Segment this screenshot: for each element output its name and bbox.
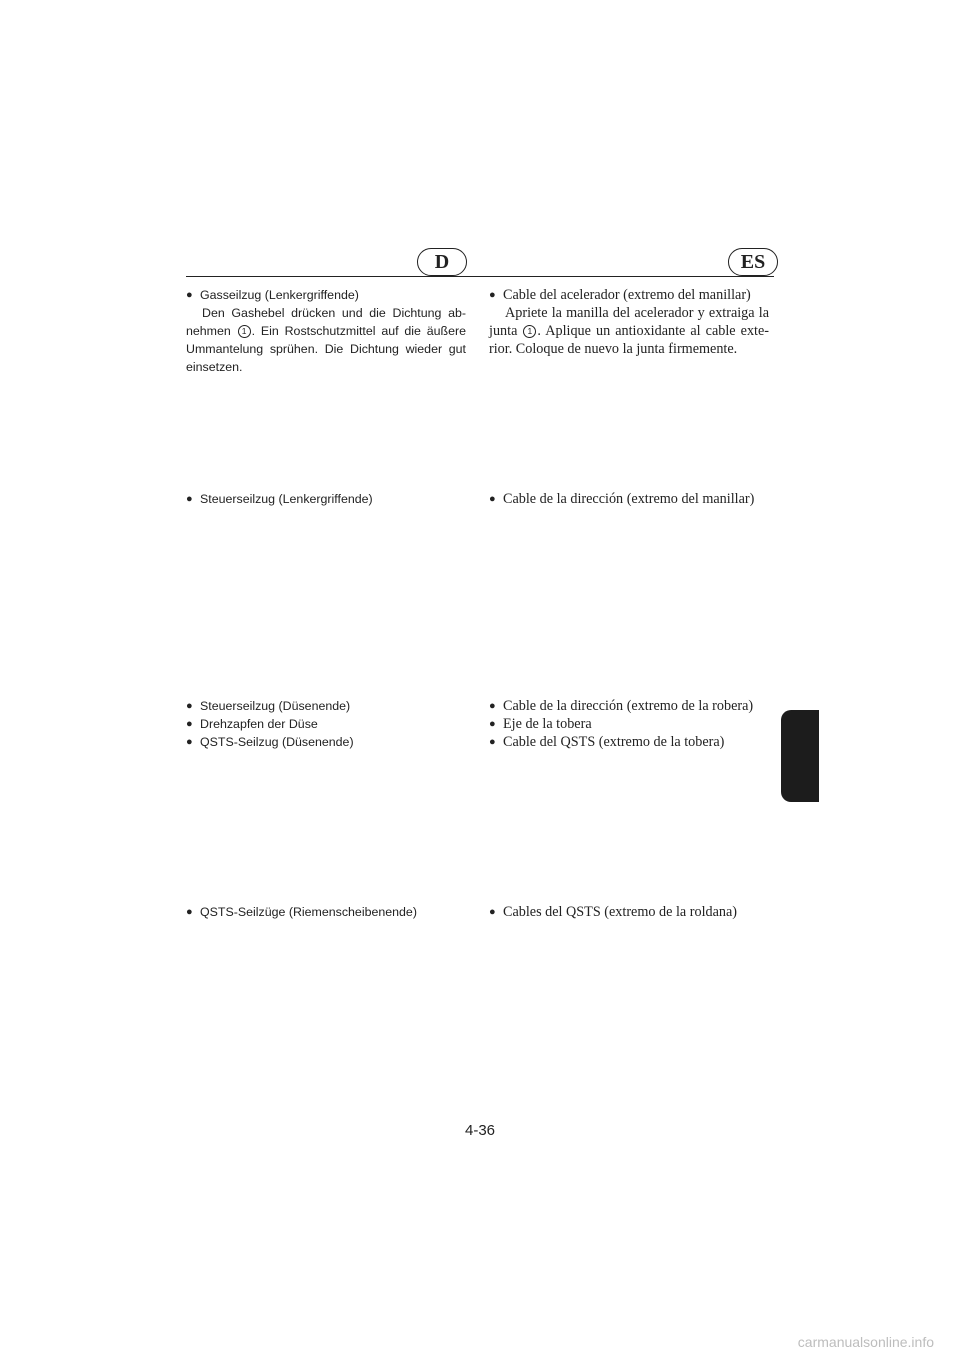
list-item	[489, 903, 769, 921]
section-4-de	[186, 903, 466, 921]
item-title: Gasseilzug (Lenkergriffende)	[200, 288, 359, 302]
list-item	[186, 733, 466, 751]
bullet-icon: ●	[489, 736, 496, 748]
item-title: Cable de la dirección (extremo del manillar)	[503, 491, 755, 507]
bullet-icon: ●	[186, 718, 193, 730]
list-item	[186, 490, 466, 508]
bullet-icon: ●	[186, 289, 193, 301]
bullet-icon: ●	[186, 736, 193, 748]
item-title: Cable del QSTS (extremo de la tobera)	[503, 734, 725, 750]
instruction-paragraph: Apriete la manilla del acelerador y extraiga la junta 1 . Aplique un antioxidante al cable exte-rior. Coloque de nuevo la junta firmemente.	[489, 305, 769, 357]
instruction-paragraph: Den Gashebel drücken und die Dichtung ab-nehmen 1 . Ein Rostschutzmittel auf die äußere Ummantelung sprühen. Die Dichtung wieder gut einsetzen.	[186, 306, 466, 374]
bullet-icon: ●	[489, 718, 496, 730]
language-badge-es: ES	[728, 248, 778, 276]
bullet-icon: ●	[186, 906, 193, 918]
callout-number-icon: 1	[523, 325, 536, 338]
item-title: Cable de la dirección (extremo de la robera)	[503, 698, 754, 714]
list-item	[186, 715, 466, 733]
bullet-icon: ●	[186, 700, 193, 712]
item-title: QSTS-Seilzug (Düsenende)	[200, 735, 354, 749]
callout-number-icon: 1	[238, 325, 251, 338]
list-item	[489, 697, 769, 715]
section-3-es	[489, 697, 769, 751]
item-title: Cables del QSTS (extremo de la roldana)	[503, 904, 738, 920]
section-1-es	[489, 286, 769, 358]
item-title: Steuerseilzug (Lenkergriffende)	[200, 492, 373, 506]
list-item	[186, 697, 466, 715]
bullet-icon: ●	[489, 700, 496, 712]
section-2-de	[186, 490, 466, 508]
language-badge-de: D	[417, 248, 467, 276]
item-title: Steuerseilzug (Düsenende)	[200, 699, 351, 713]
section-1-de	[186, 286, 466, 376]
bullet-icon: ●	[489, 289, 496, 301]
section-2-es	[489, 490, 769, 508]
header-rule	[186, 276, 774, 277]
bullet-icon: ●	[489, 906, 496, 918]
list-item	[186, 286, 466, 304]
item-title: Cable del acelerador (extremo del manillar)	[503, 287, 751, 303]
list-item	[186, 903, 466, 921]
chapter-tab	[781, 710, 819, 802]
watermark: carmanualsonline.info	[797, 1334, 934, 1350]
section-4-es	[489, 903, 769, 921]
list-item	[489, 715, 769, 733]
item-title: Drehzapfen der Düse	[200, 717, 318, 731]
bullet-icon: ●	[489, 493, 496, 505]
list-item	[489, 733, 769, 751]
page-number: 4-36	[464, 1122, 496, 1139]
bullet-icon: ●	[186, 493, 193, 505]
list-item	[489, 286, 769, 304]
section-3-de	[186, 697, 466, 751]
item-title: Eje de la tobera	[503, 716, 592, 732]
item-title: QSTS-Seilzüge (Riemenscheibenende)	[200, 905, 417, 919]
list-item	[489, 490, 769, 508]
